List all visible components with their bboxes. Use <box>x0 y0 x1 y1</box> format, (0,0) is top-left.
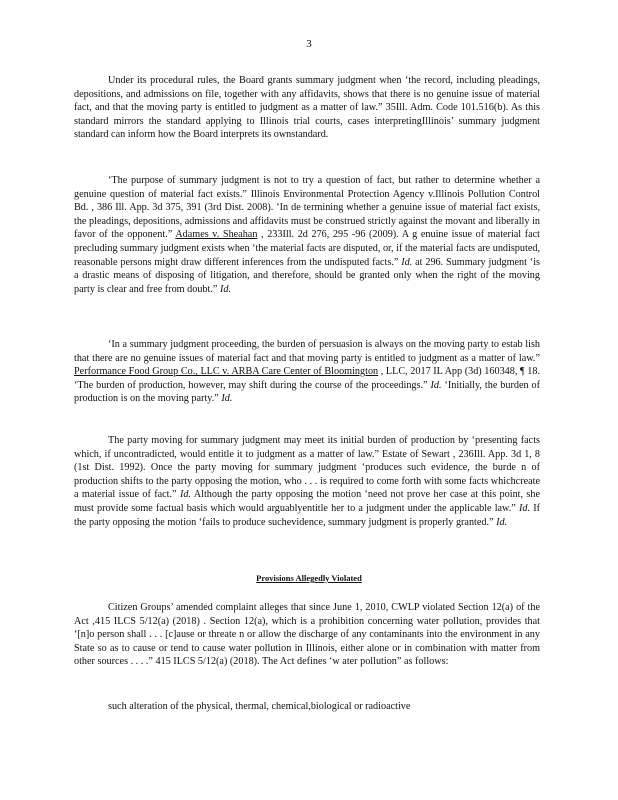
case-citation: Performance Food Group Co., LLC v. ARBA Care Center of Bloomington <box>74 366 379 378</box>
paragraph-text: If the party opposing the motion ‘fails to produce suchevidence, summary judgment is properly granted.” <box>74 502 540 528</box>
id-citation: Id. <box>219 283 232 295</box>
case-citation: Adames v. Sheahan <box>175 229 258 241</box>
paragraph-text: Under its procedural rules, the Board grants summary judgment when ‘the record, including pleadings, depositions, and admissions on file, together with any affidavits, shows that there is no genuine issue of material fact, and that the moving party is entitled to judgment as a matter of law.” 35Ill. Adm. Code 101.516(b). As this standard mirrors the standard applying to Illinois trial courts, cases interpretingIllinois’ summary judgment standard can inform how the Board interprets its ownstandard. <box>74 75 540 141</box>
paragraph-summary-judgment-rule <box>74 74 540 142</box>
paragraph-burden-of-persuasion <box>74 338 540 406</box>
id-citation: Id. <box>401 256 413 268</box>
paragraph-text: , 233Ill. 2d 276, 295 -96 (2009). A g enuine issue of material fact precluding summary judgment exists when ‘the material facts are disputed, or, if the material facts are undisputed, reasonable persons might draw different inferences from the undisputed facts.” <box>74 229 541 268</box>
id-citation: Id. <box>519 502 531 514</box>
page-number: 3 <box>306 38 312 50</box>
id-citation: Id. <box>221 393 233 405</box>
paragraph-text: Citizen Groups’ amended complaint alleges that since June 1, 2010, CWLP violated Section 12(a) of the Act ,415 ILCS 5/12(a) (2018) . Section 12(a), which is a prohibition concerning water pollution, provides that ‘[n]o person shall . . . [c]ause or threate n or allow the discharge of any contaminants into the environment in any State so as to cause or tend to cause water pollution in Illinois, either alone or in combination with matter from other sources . . . .” 415 ILCS 5/12(a) (2018). The Act defines ‘w ater pollution” as follows: <box>74 602 540 668</box>
paragraph-amended-complaint <box>74 601 540 669</box>
paragraph-purpose-of-summary-judgment <box>74 174 540 296</box>
paragraph-text: The party moving for summary judgment may meet its initial burden of production by ‘presenting facts which, if uncontradicted, would entitle it to judgment as a matter of law.” Estate of Sewart , 236Ill. App. 3d 1, 8 (1st Dist. 1992). Once the party moving for summary judgment ‘produces such evidence, the burde n of production shifts to the party opposing the motion, who . . . is required to come forth with some facts whichcreate a material issue of fact.” <box>74 435 540 501</box>
paragraph-text: , LLC, 2017 IL App (3d) 160348, ¶ 18. ‘The burden of production, however, may shift during the course of the proceedings.” <box>74 366 540 391</box>
paragraph-text: ‘In a summary judgment proceeding, the burden of persuasion is always on the moving party to estab lish that there are no genuine issues of material fact and that moving party is entitled to judgment as a matter of law.” <box>74 339 540 364</box>
paragraph-text: ‘Initially, the burden of production is on the moving party.” <box>74 379 540 405</box>
paragraph-burden-of-production <box>74 434 540 529</box>
id-citation: Id. <box>496 516 508 528</box>
section-heading <box>0 573 618 583</box>
id-citation: Id. <box>430 379 442 391</box>
section-heading-text: Provisions Allegedly Violated <box>256 573 362 583</box>
id-citation: Id. <box>179 489 191 501</box>
paragraph-text: ‘The purpose of summary judgment is not to try a question of fact, but rather to determine whether a genuine question of material fact exists.” Illinois Environmental Protection Agency v.Illinois Pollution Control Bd. , 386 Ill. App. 3d 375, 391 (3rd Dist. 2008). ‘In de termining whether a genuine issue of material fact exists, the pleadings, depositions, admissions and affidavits must be construed strictly against the movant and liberally in favor of the opponent.” <box>74 175 540 241</box>
block-quote: such alteration of the physical, thermal, chemical,biological or radioactive <box>108 701 411 712</box>
paragraph-text: Although the party opposing the motion ‘need not prove her case at this point, she must provide some factual basis which would arguablyentitle her to a judgment under the applicable law.” <box>74 489 540 514</box>
paragraph-text: at 296. Summary judgment ‘is a drastic means of disposing of litigation, and therefore, should be granted only when the right of the moving party is clear and free from doubt.” <box>74 256 540 295</box>
